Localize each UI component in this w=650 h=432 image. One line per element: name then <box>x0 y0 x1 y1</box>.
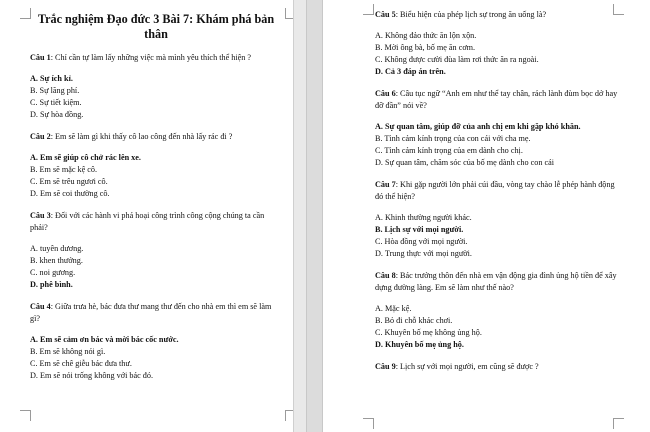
question-number: Câu 4 <box>30 302 51 311</box>
crop-mark <box>613 418 624 429</box>
answer-option-correct: D. Khuyên bố mẹ ủng hộ. <box>375 340 464 349</box>
question-number: Câu 7 <box>375 180 396 189</box>
answer-option: C. Sự tiết kiệm. <box>30 98 82 107</box>
answer-option: B. Mời ông bà, bố mẹ ăn cơm. <box>375 43 476 52</box>
question-block <box>375 179 620 260</box>
answer-option: B. khen thưởng. <box>30 256 83 265</box>
question-number: Câu 1 <box>30 53 51 62</box>
question-body: Chỉ cần tự làm lấy những việc mà mình yêu thích thể hiện ? <box>55 53 252 62</box>
answer-option: C. Hòa đồng với mọi người. <box>375 237 468 246</box>
answer-option: B. Em sẽ mặc kệ cô. <box>30 165 98 174</box>
answer-option: A. Khinh thường người khác. <box>375 213 472 222</box>
question-text: Câu 8: Bác trưởng thôn đến nhà em vận động gia đình ủng hộ tiền để xây dựng đường làng. Em sẽ làm như thế nào? <box>375 270 620 294</box>
answer-option-correct: A. Sự ích kỉ. <box>30 74 73 83</box>
question-block <box>375 9 620 78</box>
question-body-continued: dựng đường làng. Em sẽ làm như thế nào? <box>375 283 514 292</box>
question-number: Câu 6 <box>375 89 396 98</box>
answer-options <box>30 73 282 121</box>
question-block <box>30 210 282 291</box>
question-number: Câu 9 <box>375 362 396 371</box>
answer-option: C. Em sẽ trêu ngươi cô. <box>30 177 108 186</box>
answer-options <box>375 121 620 169</box>
answer-option: C. Tình cảm kính trọng của em dành cho chị. <box>375 146 523 155</box>
question-body: Lịch sự với mọi người, em cũng sẽ được ? <box>400 362 539 371</box>
question-block <box>375 88 620 169</box>
question-body: Em sẽ làm gì khi thấy cô lao công đến nhà lấy rác đi ? <box>55 132 233 141</box>
question-number: Câu 5 <box>375 10 396 19</box>
question-number: Câu 8 <box>375 271 396 280</box>
answer-option: B. Bỏ đi chỗ khác chơi. <box>375 316 453 325</box>
answer-option: C. Em sẽ chê giễu bác đưa thư. <box>30 359 132 368</box>
answer-options <box>30 334 282 382</box>
answer-option: D. Trung thực với mọi người. <box>375 249 472 258</box>
answer-option-correct: D. Cả 3 đáp án trên. <box>375 67 446 76</box>
question-body: Đối với các hành vi phá hoại công trình công cộng chúng ta cần <box>55 211 265 220</box>
answer-option-correct: B. Lịch sự với mọi người. <box>375 225 464 234</box>
answer-options <box>375 30 620 78</box>
question-text: Câu 1: Chỉ cần tự làm lấy những việc mà mình yêu thích thể hiện ? <box>30 53 252 62</box>
right-page-content <box>375 9 620 382</box>
question-text: Câu 3: Đối với các hành vi phá hoại công trình công cộng chúng ta cần phải? <box>30 210 282 234</box>
question-body: Câu tục ngữ “Anh em như thể tay chân, rách lành đùm bọc dở hay <box>400 89 618 98</box>
question-block <box>30 52 282 121</box>
question-list-left <box>30 52 282 382</box>
answer-option-correct: A. Sự quan tâm, giúp đỡ của anh chị em khi gặp khó khăn. <box>375 122 581 131</box>
answer-options <box>30 152 282 200</box>
answer-options <box>375 212 620 260</box>
question-body: Giữa trưa hè, bác đưa thư mang thư đến cho nhà em thì em sẽ làm <box>55 302 272 311</box>
answer-option: D. Em sẽ nói trống không với bác đó. <box>30 371 154 380</box>
answer-option: C. noi gương. <box>30 268 76 277</box>
question-body: Khi gặp người lớn phải cúi đầu, vòng tay chào lễ phép hành động <box>400 180 615 189</box>
answer-option: C. Khuyên bố mẹ không ủng hộ. <box>375 328 482 337</box>
question-block <box>30 131 282 200</box>
answer-option: B. Em sẽ không nói gì. <box>30 347 106 356</box>
crop-mark <box>20 410 31 421</box>
answer-option: A. Mặc kệ. <box>375 304 412 313</box>
crop-mark <box>363 418 374 429</box>
answer-option: A. tuyên dương. <box>30 244 84 253</box>
question-body-continued: gì? <box>30 314 41 323</box>
question-list-right <box>375 9 620 373</box>
answer-option: B. Sự lãng phí. <box>30 86 80 95</box>
left-page-content <box>30 12 282 392</box>
question-text: Câu 6: Câu tục ngữ “Anh em như thể tay chân, rách lành đùm bọc dở hay đỡ đần” nói về? <box>375 88 620 112</box>
document-title: Trắc nghiệm Đạo đức 3 Bài 7: Khám phá bản thân <box>37 12 275 41</box>
question-block <box>30 301 282 382</box>
answer-option: C. Không được cười đùa làm rơi thức ăn ra ngoài. <box>375 55 539 64</box>
answer-options <box>30 243 282 291</box>
question-text: Câu 7: Khi gặp người lớn phải cúi đầu, vòng tay chào lễ phép hành động đó thể hiện? <box>375 179 620 203</box>
question-text: Câu 4: Giữa trưa hè, bác đưa thư mang thư đến cho nhà em thì em sẽ làm gì? <box>30 301 282 325</box>
question-block <box>375 361 620 373</box>
question-body: Biểu hiện của phép lịch sự trong ăn uống là? <box>400 10 547 19</box>
question-number: Câu 2 <box>30 132 51 141</box>
answer-option-correct: D. phê bình. <box>30 280 73 289</box>
answer-option-correct: A. Em sẽ giúp cô chở rác lên xe. <box>30 153 141 162</box>
answer-option-correct: A. Em sẽ cảm ơn bác và mời bác cốc nước. <box>30 335 179 344</box>
answer-option: A. Không đảo thức ăn lộn xộn. <box>375 31 477 40</box>
page-edge-shadow <box>293 0 306 432</box>
question-body-continued: đỡ đần” nói về? <box>375 101 427 110</box>
answer-option: D. Em sẽ coi thường cô. <box>30 189 110 198</box>
question-body-continued: phải? <box>30 223 48 232</box>
question-body: Bác trưởng thôn đến nhà em vận động gia đình ủng hộ tiền để xây <box>400 271 617 280</box>
question-text: Câu 5: Biểu hiện của phép lịch sự trong ăn uống là? <box>375 10 547 19</box>
answer-option: B. Tình cảm kính trọng của con cái với cha mẹ. <box>375 134 531 143</box>
answer-option: D. Sự hòa đồng. <box>30 110 84 119</box>
question-text: Câu 9: Lịch sự với mọi người, em cũng sẽ được ? <box>375 362 539 371</box>
question-number: Câu 3 <box>30 211 51 220</box>
question-text: Câu 2: Em sẽ làm gì khi thấy cô lao công đến nhà lấy rác đi ? <box>30 132 233 141</box>
question-body-continued: đó thể hiện? <box>375 192 416 201</box>
answer-option: D. Sự quan tâm, chăm sóc của bố mẹ dành cho con cái <box>375 158 555 167</box>
question-block <box>375 270 620 351</box>
crop-mark <box>363 4 374 15</box>
answer-options <box>375 303 620 351</box>
